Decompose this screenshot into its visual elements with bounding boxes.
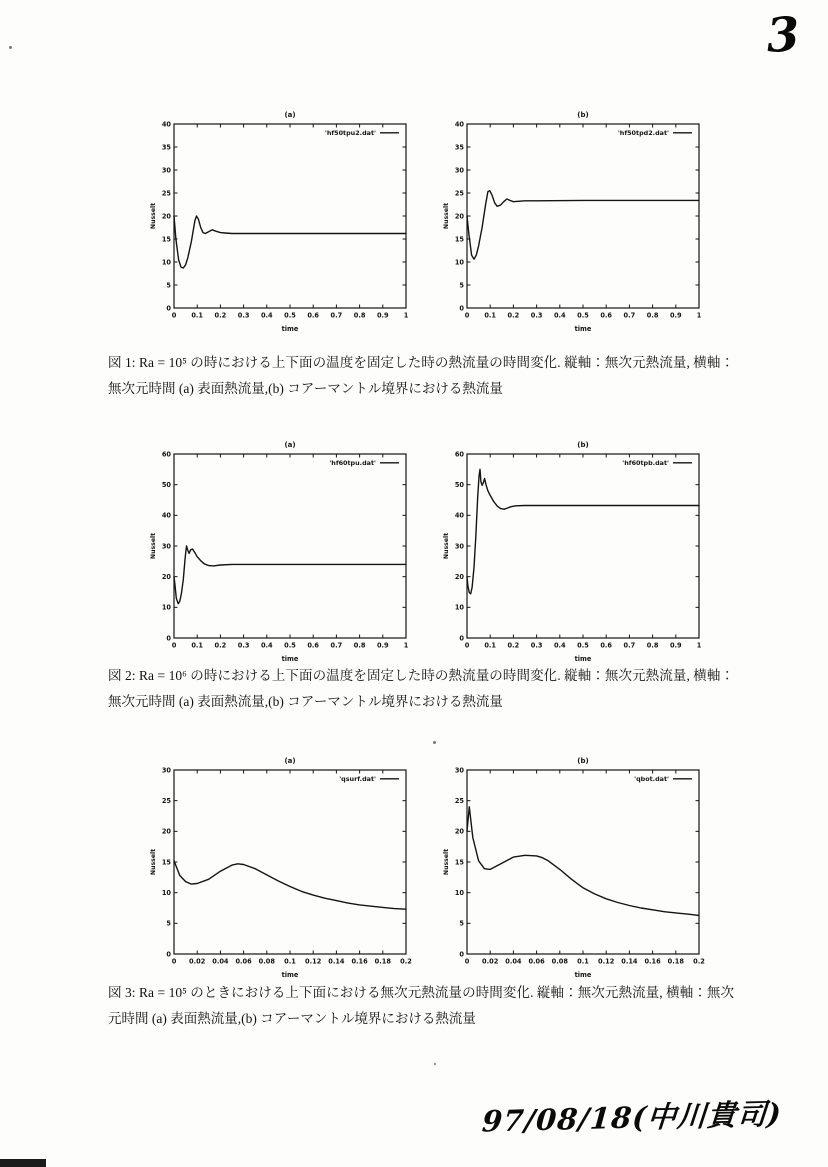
svg-text:Nusselt: Nusselt — [150, 848, 157, 876]
svg-text:1: 1 — [403, 311, 409, 320]
svg-text:Nusselt: Nusselt — [150, 202, 157, 230]
svg-text:5: 5 — [459, 919, 464, 928]
svg-text:0.2: 0.2 — [507, 641, 520, 650]
svg-text:Nusselt: Nusselt — [443, 202, 450, 230]
svg-text:0.3: 0.3 — [530, 311, 543, 320]
svg-text:10: 10 — [161, 888, 171, 897]
svg-text:1: 1 — [696, 641, 702, 650]
svg-text:15: 15 — [161, 858, 171, 867]
svg-text:0.02: 0.02 — [189, 957, 206, 966]
svg-text:time: time — [574, 325, 592, 333]
svg-text:Nusselt: Nusselt — [443, 848, 450, 876]
svg-text:5: 5 — [166, 919, 171, 928]
svg-text:0.18: 0.18 — [667, 957, 684, 966]
svg-text:20: 20 — [454, 572, 464, 581]
svg-text:5: 5 — [166, 281, 171, 290]
figure3-chart-b — [441, 750, 709, 982]
svg-text:40: 40 — [454, 511, 464, 520]
svg-text:25: 25 — [161, 796, 171, 805]
scan-artifact-strip — [0, 1159, 46, 1167]
svg-text:30: 30 — [161, 166, 171, 175]
scan-speck — [433, 741, 436, 744]
svg-text:0.4: 0.4 — [553, 311, 566, 320]
svg-text:0.8: 0.8 — [353, 641, 366, 650]
svg-text:15: 15 — [454, 235, 464, 244]
svg-text:0.2: 0.2 — [693, 957, 705, 966]
figure1-charts — [148, 104, 709, 336]
svg-text:0: 0 — [171, 311, 177, 320]
svg-text:40: 40 — [161, 120, 171, 129]
svg-text:0.16: 0.16 — [351, 957, 368, 966]
svg-text:0: 0 — [459, 304, 464, 313]
svg-text:0.1: 0.1 — [284, 957, 296, 966]
svg-text:0.4: 0.4 — [553, 641, 566, 650]
line-chart — [441, 104, 709, 336]
svg-text:'hf60tpu.dat': 'hf60tpu.dat' — [329, 459, 376, 467]
svg-text:15: 15 — [161, 235, 171, 244]
svg-text:0.5: 0.5 — [577, 311, 589, 320]
svg-text:0.06: 0.06 — [528, 957, 545, 966]
figure3-charts — [148, 750, 709, 982]
svg-text:0: 0 — [166, 950, 171, 959]
svg-text:0.02: 0.02 — [482, 957, 499, 966]
svg-text:0: 0 — [464, 957, 470, 966]
svg-text:0.1: 0.1 — [484, 641, 497, 650]
figure2-chart-a — [148, 434, 416, 666]
handwritten-date: 97/08/18(中川貴司) — [480, 1096, 784, 1139]
svg-text:(a): (a) — [284, 111, 296, 119]
svg-text:0: 0 — [464, 641, 470, 650]
svg-text:0.6: 0.6 — [307, 641, 320, 650]
svg-text:0.08: 0.08 — [258, 957, 275, 966]
svg-text:20: 20 — [161, 212, 171, 221]
svg-text:0.14: 0.14 — [621, 957, 638, 966]
svg-text:0.2: 0.2 — [214, 311, 227, 320]
line-chart — [441, 750, 709, 982]
svg-text:0.3: 0.3 — [237, 311, 250, 320]
figure2-caption: 図 2: Ra = 10⁶ の時における上下面の温度を固定した時の熱流量の時間変化. 縦軸：無次元熱流量, 横軸：無次元時間 (a) 表面熱流量,(b) コアーマントル境界における熱流量 — [108, 668, 734, 709]
svg-text:0.1: 0.1 — [191, 641, 204, 650]
svg-text:time: time — [281, 971, 299, 979]
svg-text:0.16: 0.16 — [644, 957, 661, 966]
svg-text:35: 35 — [454, 143, 464, 152]
svg-text:0: 0 — [464, 311, 470, 320]
svg-text:0.8: 0.8 — [353, 311, 366, 320]
svg-text:60: 60 — [454, 450, 464, 459]
svg-text:0.9: 0.9 — [669, 311, 682, 320]
svg-text:0.12: 0.12 — [598, 957, 615, 966]
svg-text:0.3: 0.3 — [530, 641, 543, 650]
svg-text:(b): (b) — [577, 111, 589, 119]
svg-text:(a): (a) — [284, 757, 296, 765]
svg-text:10: 10 — [161, 603, 171, 612]
svg-text:0.7: 0.7 — [623, 311, 636, 320]
svg-text:0.6: 0.6 — [307, 311, 320, 320]
svg-text:0: 0 — [166, 304, 171, 313]
svg-text:25: 25 — [454, 189, 464, 198]
svg-text:40: 40 — [454, 120, 464, 129]
svg-text:30: 30 — [454, 166, 464, 175]
svg-text:'qsurf.dat': 'qsurf.dat' — [339, 775, 376, 783]
figure2-chart-b — [441, 434, 709, 666]
svg-text:'hf50tpd2.dat': 'hf50tpd2.dat' — [617, 129, 669, 137]
svg-text:0.12: 0.12 — [305, 957, 322, 966]
svg-text:0.08: 0.08 — [551, 957, 568, 966]
svg-text:time: time — [574, 655, 592, 663]
svg-text:0.6: 0.6 — [600, 311, 613, 320]
line-chart — [148, 104, 416, 336]
svg-text:20: 20 — [161, 572, 171, 581]
svg-text:0.2: 0.2 — [507, 311, 520, 320]
svg-text:0.8: 0.8 — [646, 311, 659, 320]
handwritten-page-number: 3 — [765, 7, 801, 64]
svg-text:0.4: 0.4 — [260, 641, 273, 650]
svg-text:0.5: 0.5 — [284, 641, 296, 650]
svg-text:0: 0 — [171, 957, 177, 966]
svg-text:0.6: 0.6 — [600, 641, 613, 650]
svg-text:0.5: 0.5 — [577, 641, 589, 650]
svg-text:0.04: 0.04 — [212, 957, 229, 966]
figure1-caption: 図 1: Ra = 10⁵ の時における上下面の温度を固定した時の熱流量の時間変化. 縦軸：無次元熱流量, 横軸：無次元時間 (a) 表面熱流量,(b) コアーマントル境界における熱流量 — [108, 355, 734, 396]
svg-text:25: 25 — [454, 796, 464, 805]
svg-text:25: 25 — [161, 189, 171, 198]
svg-text:0.14: 0.14 — [328, 957, 345, 966]
svg-text:0: 0 — [171, 641, 177, 650]
svg-text:50: 50 — [454, 480, 464, 489]
svg-text:time: time — [281, 655, 299, 663]
svg-text:'qbot.dat': 'qbot.dat' — [634, 775, 669, 783]
figure3-caption: 図 3: Ra = 10⁵ のときにおける上下面における無次元熱流量の時間変化. 縦軸：無次元熱流量, 横軸：無次元時間 (a) 表面熱流量,(b) コアーマントル境界における熱流量 — [108, 985, 734, 1026]
svg-text:15: 15 — [454, 858, 464, 867]
figure1-chart-b — [441, 104, 709, 336]
svg-text:0.06: 0.06 — [235, 957, 252, 966]
svg-text:10: 10 — [454, 603, 464, 612]
svg-text:0.4: 0.4 — [260, 311, 273, 320]
svg-text:1: 1 — [403, 641, 409, 650]
svg-text:0.1: 0.1 — [484, 311, 497, 320]
svg-text:0: 0 — [459, 950, 464, 959]
svg-text:time: time — [574, 971, 592, 979]
svg-text:35: 35 — [161, 143, 171, 152]
svg-text:0.7: 0.7 — [330, 641, 343, 650]
svg-text:'hf60tpb.dat': 'hf60tpb.dat' — [622, 459, 669, 467]
line-chart — [148, 434, 416, 666]
svg-text:20: 20 — [161, 827, 171, 836]
svg-text:10: 10 — [454, 888, 464, 897]
svg-text:0.18: 0.18 — [374, 957, 391, 966]
figure2-charts — [148, 434, 709, 666]
svg-text:Nusselt: Nusselt — [443, 532, 450, 560]
svg-text:(b): (b) — [577, 757, 589, 765]
svg-text:0.5: 0.5 — [284, 311, 296, 320]
svg-text:60: 60 — [161, 450, 171, 459]
svg-text:0.1: 0.1 — [191, 311, 204, 320]
svg-text:50: 50 — [161, 480, 171, 489]
svg-text:Nusselt: Nusselt — [150, 532, 157, 560]
figure1-chart-a — [148, 104, 416, 336]
svg-text:5: 5 — [459, 281, 464, 290]
svg-text:30: 30 — [161, 766, 171, 775]
svg-text:0.1: 0.1 — [577, 957, 589, 966]
svg-text:30: 30 — [161, 542, 171, 551]
line-chart — [441, 434, 709, 666]
svg-text:40: 40 — [161, 511, 171, 520]
svg-text:(b): (b) — [577, 441, 589, 449]
svg-text:10: 10 — [454, 258, 464, 267]
svg-text:30: 30 — [454, 542, 464, 551]
svg-text:0.9: 0.9 — [376, 311, 389, 320]
svg-text:10: 10 — [161, 258, 171, 267]
svg-text:20: 20 — [454, 827, 464, 836]
svg-text:0: 0 — [166, 634, 171, 643]
figure3-chart-a — [148, 750, 416, 982]
svg-text:0.9: 0.9 — [376, 641, 389, 650]
svg-text:0: 0 — [459, 634, 464, 643]
svg-text:0.9: 0.9 — [669, 641, 682, 650]
svg-text:'hf50tpu2.dat': 'hf50tpu2.dat' — [324, 129, 376, 137]
svg-text:0.8: 0.8 — [646, 641, 659, 650]
scan-speck — [434, 1063, 436, 1065]
svg-text:0.7: 0.7 — [330, 311, 343, 320]
svg-text:1: 1 — [696, 311, 702, 320]
scan-speck — [9, 46, 12, 49]
svg-text:0.04: 0.04 — [505, 957, 522, 966]
svg-text:(a): (a) — [284, 441, 296, 449]
svg-text:20: 20 — [454, 212, 464, 221]
svg-text:0.7: 0.7 — [623, 641, 636, 650]
svg-text:30: 30 — [454, 766, 464, 775]
svg-text:0.2: 0.2 — [400, 957, 412, 966]
svg-text:0.3: 0.3 — [237, 641, 250, 650]
line-chart — [148, 750, 416, 982]
svg-text:0.2: 0.2 — [214, 641, 227, 650]
svg-text:time: time — [281, 325, 299, 333]
